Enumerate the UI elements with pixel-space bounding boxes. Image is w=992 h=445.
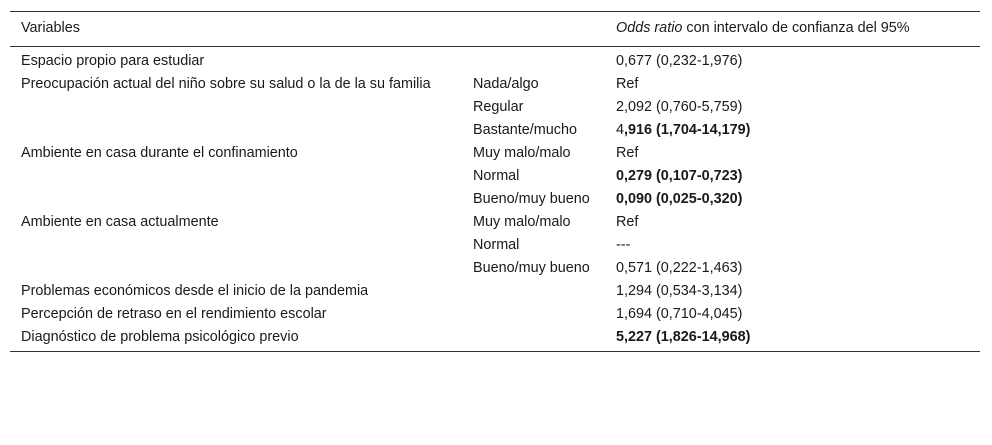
odds-ratio-cell (605, 164, 980, 187)
header-odds-ratio-rest: con intervalo de confianza del 95% (682, 20, 910, 36)
category-cell (462, 325, 605, 352)
category-cell: Regular (473, 99, 524, 115)
odds-ratio-value: 0,677 (0,232-1,976) (616, 53, 743, 69)
table-row (10, 164, 980, 187)
variable-cell (10, 95, 462, 118)
variable-cell (10, 118, 462, 141)
header-row (10, 12, 980, 47)
category-cell (462, 279, 605, 302)
odds-ratio-value: 0,090 (0,025-0,320) (616, 191, 743, 207)
variable-cell: Preocupación actual del niño sobre su salud o la de la su familia (21, 76, 431, 92)
odds-ratio-value: Ref (616, 76, 639, 92)
table-row (10, 72, 980, 95)
odds-ratio-cell (605, 72, 980, 95)
header-odds-ratio (605, 12, 980, 47)
table-row (10, 210, 980, 233)
odds-ratio-cell (605, 141, 980, 164)
odds-ratio-value: ,916 (1,704-14,179) (624, 122, 751, 138)
odds-ratio-cell (605, 279, 980, 302)
odds-ratio-value: Ref (616, 145, 639, 161)
odds-ratio-table (10, 11, 980, 352)
table-row (10, 95, 980, 118)
variable-cell: Espacio propio para estudiar (21, 53, 205, 69)
variable-cell (10, 256, 462, 279)
category-cell (462, 47, 605, 73)
category-cell: Bueno/muy bueno (473, 260, 590, 276)
variable-cell: Ambiente en casa actualmente (21, 214, 219, 230)
table-row (10, 47, 980, 73)
table-header (10, 12, 980, 47)
odds-ratio-cell (605, 233, 980, 256)
odds-ratio-value: 2,092 (0,760-5,759) (616, 99, 743, 115)
category-cell (462, 302, 605, 325)
category-cell: Normal (473, 168, 520, 184)
odds-ratio-cell (605, 325, 980, 352)
header-odds-ratio-italic: Odds ratio (616, 20, 683, 36)
odds-ratio-cell (605, 47, 980, 73)
category-cell: Muy malo/malo (473, 214, 571, 230)
variable-cell (10, 187, 462, 210)
odds-ratio-cell (605, 210, 980, 233)
table-row (10, 302, 980, 325)
table-body (10, 47, 980, 352)
variable-cell: Ambiente en casa durante el confinamiento (21, 145, 298, 161)
header-category (462, 12, 605, 47)
category-cell: Normal (473, 237, 520, 253)
header-variables: Variables (21, 20, 80, 36)
odds-ratio-value: 0,279 (0,107-0,723) (616, 168, 743, 184)
odds-ratio-cell (605, 256, 980, 279)
odds-ratio-cell (605, 187, 980, 210)
table-row (10, 118, 980, 141)
odds-ratio-cell (605, 95, 980, 118)
odds-ratio-value: --- (616, 237, 631, 253)
variable-cell (10, 233, 462, 256)
category-cell: Bueno/muy bueno (473, 191, 590, 207)
table-row (10, 233, 980, 256)
category-cell: Muy malo/malo (473, 145, 571, 161)
odds-ratio-value: 5,227 (1,826-14,968) (616, 329, 751, 345)
odds-ratio-value: 0,571 (0,222-1,463) (616, 260, 743, 276)
odds-ratio-value: 1,294 (0,534-3,134) (616, 283, 743, 299)
table-row (10, 141, 980, 164)
table-row (10, 256, 980, 279)
variable-cell: Problemas económicos desde el inicio de la pandemia (21, 283, 369, 299)
odds-ratio-value-prefix: 4 (616, 122, 625, 138)
category-cell: Bastante/mucho (473, 122, 577, 138)
category-cell: Nada/algo (473, 76, 539, 92)
variable-cell: Diagnóstico de problema psicológico previo (21, 329, 299, 345)
variable-cell: Percepción de retraso en el rendimiento escolar (21, 306, 327, 322)
table-row (10, 187, 980, 210)
odds-ratio-value: Ref (616, 214, 639, 230)
odds-ratio-cell (605, 302, 980, 325)
table-row (10, 279, 980, 302)
variable-cell (10, 164, 462, 187)
odds-ratio-value: 1,694 (0,710-4,045) (616, 306, 743, 322)
table-row (10, 325, 980, 352)
odds-ratio-cell (605, 118, 980, 141)
